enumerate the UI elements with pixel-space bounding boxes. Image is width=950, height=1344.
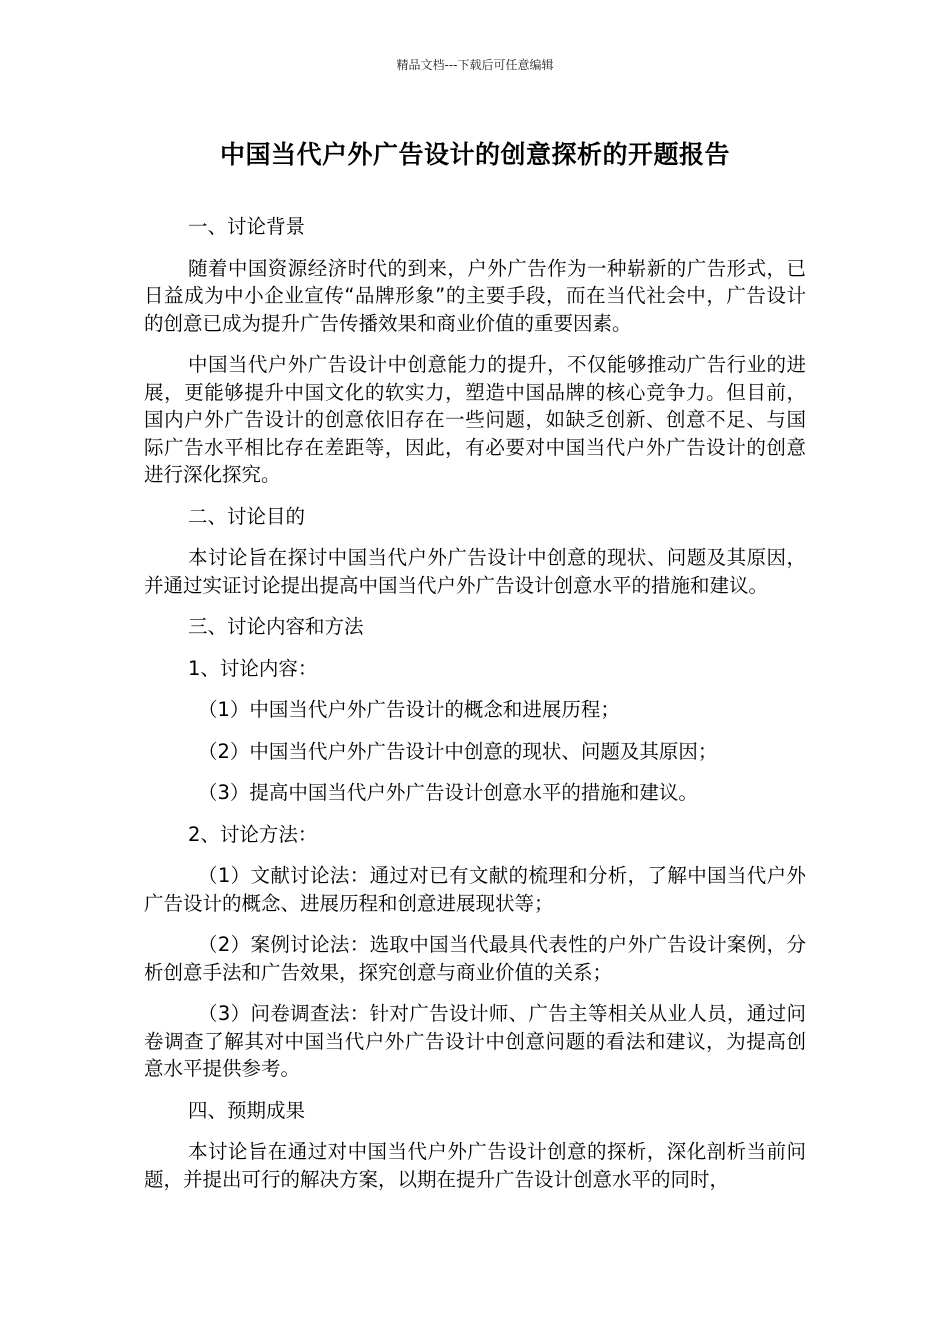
content-item-3: （3）提高中国当代户外广告设计创意水平的措施和建议。 <box>198 781 698 804</box>
section-heading-purpose: 二、讨论目的 <box>188 504 306 528</box>
section-heading-background: 一、讨论背景 <box>188 215 306 238</box>
document-title: 中国当代户外广告设计的创意探析的开题报告 <box>219 140 730 169</box>
paragraph-expected-results: 本讨论旨在通过对中国当代户外广告设计创意的探析，深化剖析当前问题，并提出可行的解决方案，以期在提升广告设计创意水平的同时， <box>144 1140 806 1191</box>
section-heading-content-methods: 三、讨论内容和方法 <box>188 615 364 638</box>
subheading-methods: 2、讨论方法： <box>188 822 318 846</box>
document-body <box>144 213 806 1207</box>
paragraph-background-1: 随着中国资源经济时代的到来，户外广告作为一种崭新的广告形式，已日益成为中小企业宣传“品牌形象”的主要手段，而在当代社会中，广告设计的创意已成为提升广告传播效果和商业价值的重要因素。 <box>144 256 806 335</box>
content-item-1: （1）中国当代户外广告设计的概念和进展历程； <box>198 698 620 721</box>
paragraph-purpose: 本讨论旨在探讨中国当代户外广告设计中创意的现状、问题及其原因，并通过实证讨论提出提高中国当代户外广告设计创意水平的措施和建议。 <box>144 546 806 597</box>
method-item-3: （3）问卷调查法：针对广告设计师、广告主等相关从业人员，通过问卷调查了解其对中国当代户外广告设计中创意问题的看法和建议，为提高创意水平提供参考。 <box>144 1002 806 1080</box>
content-item-2: （2）中国当代户外广告设计中创意的现状、问题及其原因； <box>198 739 718 763</box>
section-heading-expected-results: 四、预期成果 <box>188 1098 306 1122</box>
subheading-content: 1、讨论内容： <box>188 656 318 680</box>
header-note: 精品文档---下载后可任意编辑 <box>396 58 554 72</box>
method-item-2: （2）案例讨论法：选取中国当代最具代表性的户外广告设计案例，分析创意手法和广告效果，探究创意与商业价值的关系； <box>144 933 806 984</box>
paragraph-background-2: 中国当代户外广告设计中创意能力的提升，不仅能够推动广告行业的进展，更能够提升中国文化的软实力，塑造中国品牌的核心竞争力。但目前，国内户外广告设计的创意依旧存在一些问题，如缺乏创新、创意不足、与国际广告水平相比存在差距等，因此，有必要对中国当代户外广告设计的创意进行深化探究。 <box>144 353 806 486</box>
method-item-1: （1）文献讨论法：通过对已有文献的梳理和分析，了解中国当代户外广告设计的概念、进展历程和创意进展现状等； <box>144 864 806 915</box>
